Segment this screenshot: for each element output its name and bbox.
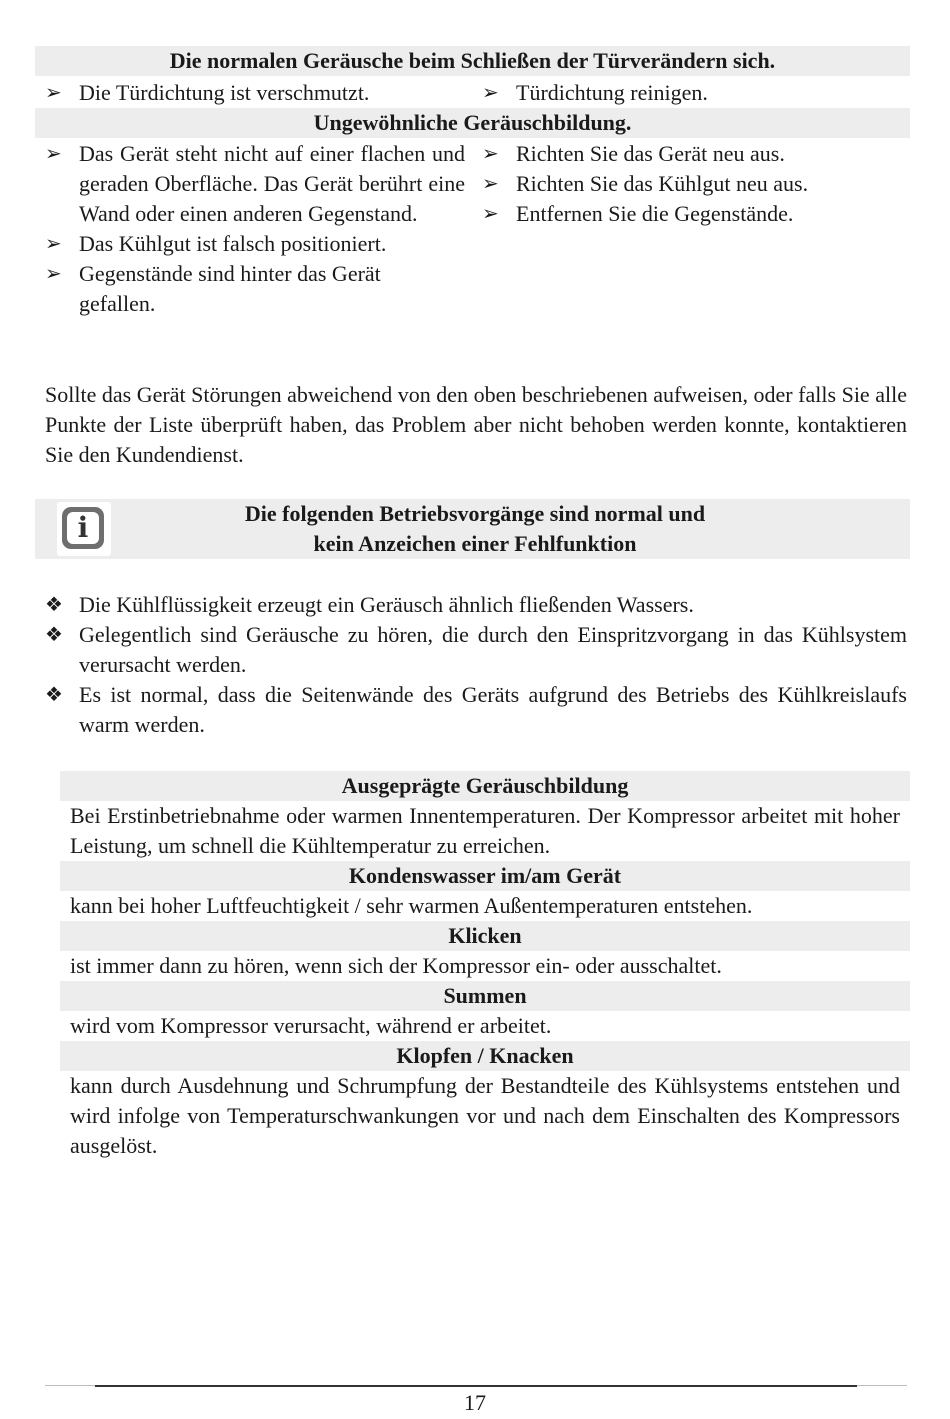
noise-text-clicking: ist immer dann zu hören, wenn sich der Kompressor ein- oder ausschaltet. bbox=[70, 953, 722, 978]
troubleshoot-header-door-noise: Die normalen Geräusche beim Schließen der Türverändern sich. bbox=[35, 46, 910, 76]
remedy-column-row1 bbox=[482, 78, 907, 108]
noise-heading-pronounced: Ausgeprägte Geräuschbildung bbox=[60, 771, 910, 801]
page-number: 17 bbox=[464, 1390, 486, 1415]
arrow-bullet-icon: ➢ bbox=[482, 82, 499, 104]
troubleshoot-header-unusual-noise: Ungewöhnliche Geräuschbildung. bbox=[35, 108, 910, 138]
info-box-title bbox=[165, 499, 785, 559]
normal-operations-list bbox=[45, 590, 907, 740]
noise-text-pronounced: Bei Erstinbetriebnahme oder warmen Innentemperaturen. Der Kompressor arbeitet mit hoher Leistung, um schnell die Kühltemperatur zu erreichen. bbox=[70, 803, 900, 858]
diamond-bullet-icon: ❖ bbox=[45, 624, 63, 646]
info-box-title-line1: Die folgenden Betriebsvorgänge sind normal und bbox=[244, 501, 706, 526]
list-item bbox=[45, 680, 907, 740]
cause-column bbox=[45, 139, 465, 319]
contact-service-paragraph: Sollte das Gerät Störungen abweichend von den oben beschriebenen aufweisen, oder falls Sie alle Punkte der Liste überprüft haben, das Problem aber nicht behoben werden konnte, kontaktieren Sie den Kundendienst. bbox=[45, 382, 907, 467]
cause-text: Die Türdichtung ist verschmutzt. bbox=[79, 80, 370, 105]
noise-text-humming: wird vom Kompressor verursacht, während er arbeitet. bbox=[70, 1013, 552, 1038]
cause-text: Das Gerät steht nicht auf einer flachen und geraden Oberfläche. Das Gerät berührt eine Wand oder einen anderen Gegenstand. bbox=[79, 141, 465, 226]
cause-text: Das Kühlgut ist falsch positioniert. bbox=[79, 231, 387, 256]
info-icon-frame bbox=[57, 502, 111, 556]
info-icon-letter: i bbox=[67, 512, 99, 544]
diamond-bullet-icon: ❖ bbox=[45, 594, 63, 616]
arrow-bullet-icon: ➢ bbox=[45, 143, 62, 165]
noise-heading-knocking: Klopfen / Knacken bbox=[60, 1041, 910, 1071]
list-item-text: Gelegentlich sind Geräusche zu hören, die durch den Einspritzvorgang in das Kühlsystem verursacht werden. bbox=[79, 622, 907, 677]
info-box bbox=[35, 499, 910, 559]
list-item bbox=[45, 620, 907, 680]
arrow-bullet-icon: ➢ bbox=[482, 143, 499, 165]
list-item-text: Die Kühlflüssigkeit erzeugt ein Geräusch ähnlich fließenden Wassers. bbox=[79, 592, 694, 617]
noise-text-condensation: kann bei hoher Luftfeuchtigkeit / sehr warmen Außentemperaturen entstehen. bbox=[70, 893, 753, 918]
cause-text: Gegenstände sind hinter das Gerät gefallen. bbox=[79, 261, 381, 316]
arrow-bullet-icon: ➢ bbox=[45, 263, 62, 285]
arrow-bullet-icon: ➢ bbox=[482, 173, 499, 195]
diamond-bullet-icon: ❖ bbox=[45, 684, 63, 706]
list-item bbox=[482, 78, 907, 108]
arrow-bullet-icon: ➢ bbox=[45, 233, 62, 255]
list-item bbox=[482, 169, 907, 199]
footer-divider-accent bbox=[95, 1385, 857, 1387]
remedy-text: Türdichtung reinigen. bbox=[516, 80, 708, 105]
arrow-bullet-icon: ➢ bbox=[482, 203, 499, 225]
info-box-title-line2: kein Anzeichen einer Fehlfunktion bbox=[313, 531, 637, 556]
list-item bbox=[45, 259, 465, 319]
remedy-text: Entfernen Sie die Gegenstände. bbox=[516, 201, 794, 226]
noise-sections bbox=[60, 771, 910, 1161]
list-item bbox=[45, 139, 465, 229]
list-item-text: Es ist normal, dass die Seitenwände des Geräts aufgrund des Betriebs des Kühlkreislaufs warm werden. bbox=[79, 682, 907, 737]
info-icon bbox=[62, 507, 104, 549]
list-item bbox=[45, 78, 465, 108]
noise-heading-clicking: Klicken bbox=[60, 921, 910, 951]
noise-heading-humming: Summen bbox=[60, 981, 910, 1011]
list-item bbox=[482, 139, 907, 169]
noise-heading-condensation: Kondenswasser im/am Gerät bbox=[60, 861, 910, 891]
cause-column-row1 bbox=[45, 78, 465, 108]
list-item bbox=[45, 590, 907, 620]
list-item bbox=[482, 199, 907, 229]
remedy-column bbox=[482, 139, 907, 229]
arrow-bullet-icon: ➢ bbox=[45, 82, 62, 104]
remedy-text: Richten Sie das Kühlgut neu aus. bbox=[516, 171, 809, 196]
list-item bbox=[45, 229, 465, 259]
remedy-text: Richten Sie das Gerät neu aus. bbox=[516, 141, 785, 166]
noise-text-knocking: kann durch Ausdehnung und Schrumpfung der Bestandteile des Kühlsystems entstehen und wird infolge von Temperaturschwankungen vor und nach dem Einschalten des Kompressors ausgelöst. bbox=[70, 1073, 900, 1158]
